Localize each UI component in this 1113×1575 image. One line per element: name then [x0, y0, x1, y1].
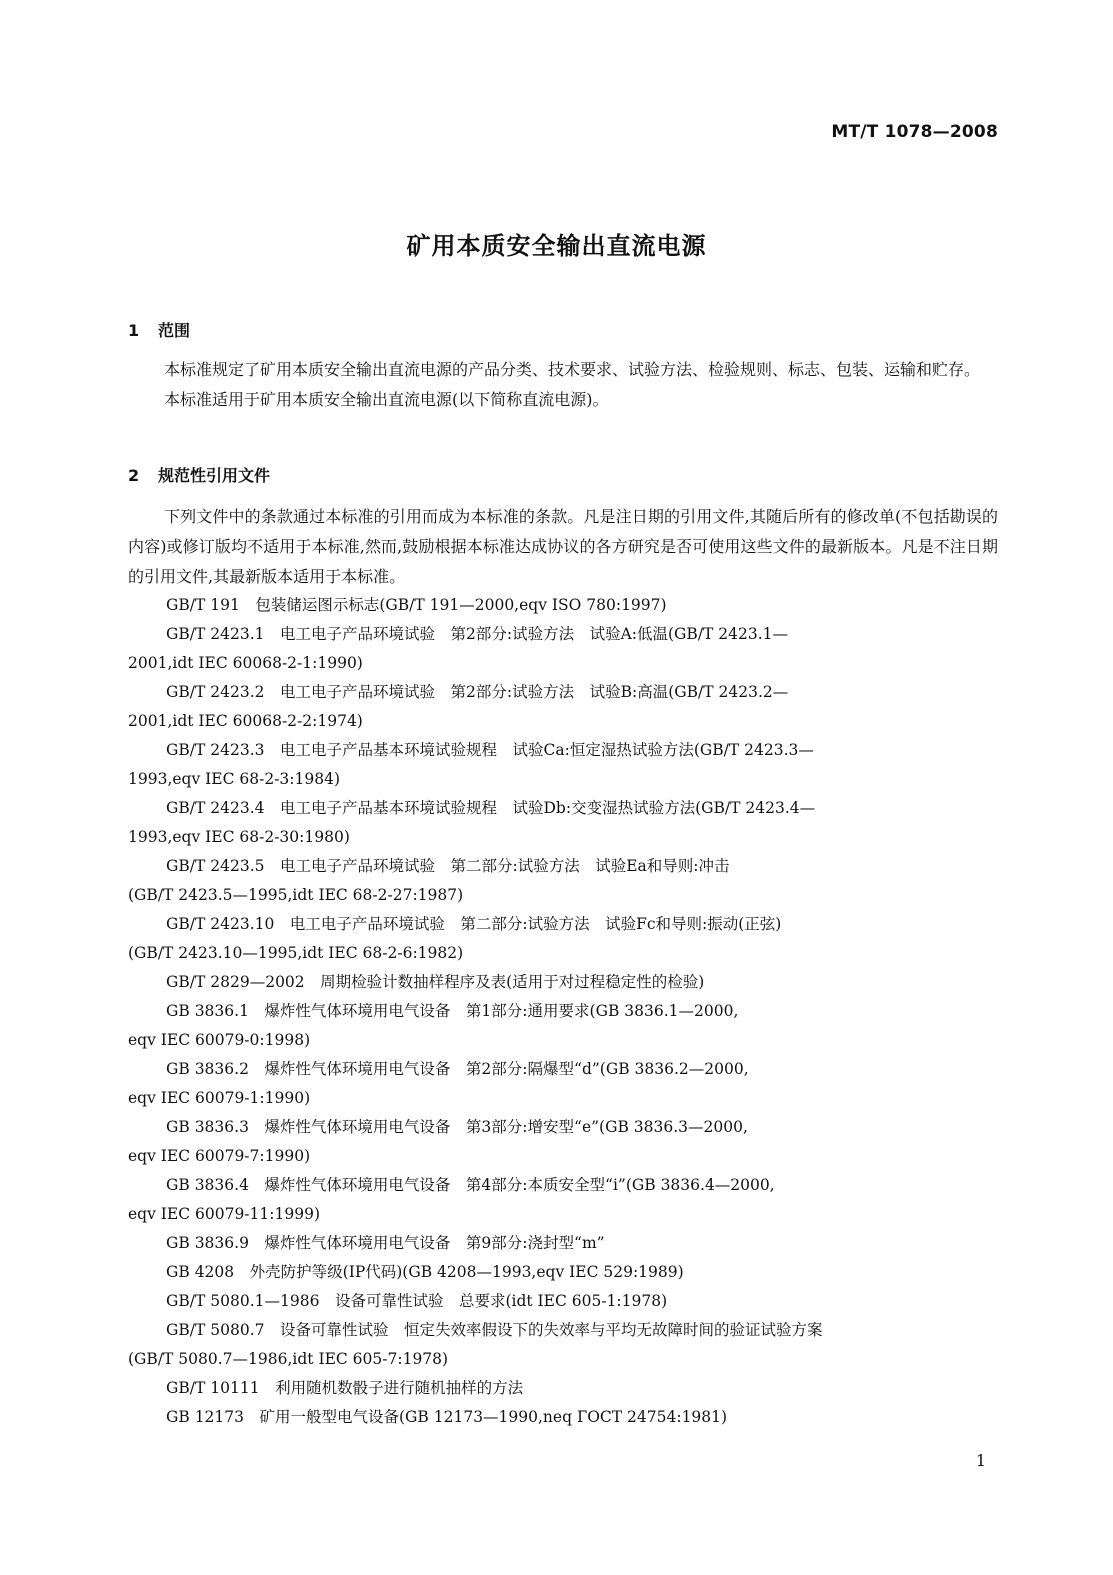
reference-line: GB 3836.1 爆炸性气体环境用电气设备 第1部分:通用要求(GB 3836.1—2000, — [166, 1002, 739, 1020]
section-1-paragraph-2: 本标准适用于矿用本质安全输出直流电源(以下简称直流电源)。 — [164, 390, 609, 409]
reference-line: GB/T 5080.1—1986 设备可靠性试验 总要求(idt IEC 605-1:1978) — [166, 1292, 668, 1310]
reference-item — [128, 794, 998, 852]
reference-continuation: 2001,idt IEC 60068-2-2:1974) — [128, 712, 363, 730]
section-2-title: 规范性引用文件 — [158, 466, 271, 485]
reference-continuation: eqv IEC 60079-11:1999) — [128, 1205, 320, 1223]
section-2-intro — [128, 502, 998, 592]
reference-line: GB/T 2423.3 电工电子产品基本环境试验规程 试验Ca:恒定湿热试验方法(GB/T 2423.3— — [166, 741, 814, 759]
section-2-intro-paragraph: 下列文件中的条款通过本标准的引用而成为本标准的条款。凡是注日期的引用文件,其随后所有的修改单(不包括勘误的内容)或修订版均不适用于本标准,然而,鼓励根据本标准达成协议的各方研究是否可使用这些文件的最新版本。凡是不注日期的引用文件,其最新版本适用于本标准。 — [128, 507, 998, 586]
reference-line: GB 12173 矿用一般型电气设备(GB 12173—1990,neq ГОСТ 24754:1981) — [166, 1408, 728, 1426]
section-2-heading — [128, 463, 270, 486]
reference-line: GB/T 2423.4 电工电子产品基本环境试验规程 试验Db:交变湿热试验方法(GB/T 2423.4— — [166, 799, 816, 817]
reference-line: GB/T 2423.1 电工电子产品环境试验 第2部分:试验方法 试验A:低温(GB/T 2423.1— — [166, 625, 789, 643]
section-1-title: 范围 — [158, 321, 191, 340]
reference-continuation: (GB/T 2423.5—1995,idt IEC 68-2-27:1987) — [128, 886, 464, 904]
reference-line: GB/T 10111 利用随机数骰子进行随机抽样的方法 — [166, 1379, 524, 1397]
reference-continuation: (GB/T 5080.7—1986,idt IEC 605-7:1978) — [128, 1350, 449, 1368]
reference-line: GB 3836.4 爆炸性气体环境用电气设备 第4部分:本质安全型“i”(GB 3836.4—2000, — [166, 1176, 775, 1194]
section-2-number: 2 — [128, 466, 140, 485]
reference-item — [128, 968, 998, 997]
reference-item — [128, 997, 998, 1055]
reference-item — [128, 1374, 998, 1403]
reference-item — [128, 1171, 998, 1229]
reference-item — [128, 1403, 998, 1432]
document-title: 矿用本质安全输出直流电源 — [406, 232, 707, 260]
reference-item — [128, 736, 998, 794]
section-1-paragraph-1: 本标准规定了矿用本质安全输出直流电源的产品分类、技术要求、试验方法、检验规则、标志、包装、运输和贮存。 — [164, 360, 981, 379]
reference-line: GB/T 2423.5 电工电子产品环境试验 第二部分:试验方法 试验Ea和导则:冲击 — [166, 857, 730, 875]
reference-item — [128, 1229, 998, 1258]
reference-item — [128, 852, 998, 910]
reference-line: GB/T 191 包装储运图示标志(GB/T 191—2000,eqv ISO 780:1997) — [166, 596, 667, 614]
reference-line: GB 3836.9 爆炸性气体环境用电气设备 第9部分:浇封型“m” — [166, 1234, 605, 1252]
reference-line: GB 4208 外壳防护等级(IP代码)(GB 4208—1993,eqv IEC 529:1989) — [166, 1263, 684, 1281]
reference-line: GB/T 2829—2002 周期检验计数抽样程序及表(适用于对过程稳定性的检验) — [166, 973, 705, 991]
reference-item — [128, 1055, 998, 1113]
reference-continuation: 2001,idt IEC 60068-2-1:1990) — [128, 654, 363, 672]
reference-continuation: eqv IEC 60079-0:1998) — [128, 1031, 311, 1049]
reference-item — [128, 1316, 998, 1374]
normative-references-list — [128, 591, 998, 1432]
reference-continuation: eqv IEC 60079-1:1990) — [128, 1089, 311, 1107]
reference-item — [128, 1113, 998, 1171]
standard-code: MT/T 1078—2008 — [831, 122, 998, 142]
reference-item — [128, 678, 998, 736]
reference-continuation: eqv IEC 60079-7:1990) — [128, 1147, 311, 1165]
reference-continuation: 1993,eqv IEC 68-2-3:1984) — [128, 770, 341, 788]
reference-item — [128, 620, 998, 678]
reference-line: GB 3836.3 爆炸性气体环境用电气设备 第3部分:增安型“e”(GB 3836.3—2000, — [166, 1118, 748, 1136]
section-1-heading — [128, 318, 190, 341]
reference-item — [128, 1258, 998, 1287]
section-1-body — [128, 355, 998, 415]
page-number: 1 — [975, 1451, 986, 1470]
reference-line: GB/T 5080.7 设备可靠性试验 恒定失效率假设下的失效率与平均无故障时间的验证试验方案 — [166, 1321, 823, 1339]
reference-item — [128, 1287, 998, 1316]
reference-item — [128, 591, 998, 620]
reference-item — [128, 910, 998, 968]
reference-line: GB/T 2423.10 电工电子产品环境试验 第二部分:试验方法 试验Fc和导则:振动(正弦) — [166, 915, 782, 933]
reference-line: GB 3836.2 爆炸性气体环境用电气设备 第2部分:隔爆型“d”(GB 3836.2—2000, — [166, 1060, 749, 1078]
reference-continuation: 1993,eqv IEC 68-2-30:1980) — [128, 828, 350, 846]
reference-line: GB/T 2423.2 电工电子产品环境试验 第2部分:试验方法 试验B:高温(GB/T 2423.2— — [166, 683, 789, 701]
reference-continuation: (GB/T 2423.10—1995,idt IEC 68-2-6:1982) — [128, 944, 464, 962]
section-1-number: 1 — [128, 321, 140, 340]
